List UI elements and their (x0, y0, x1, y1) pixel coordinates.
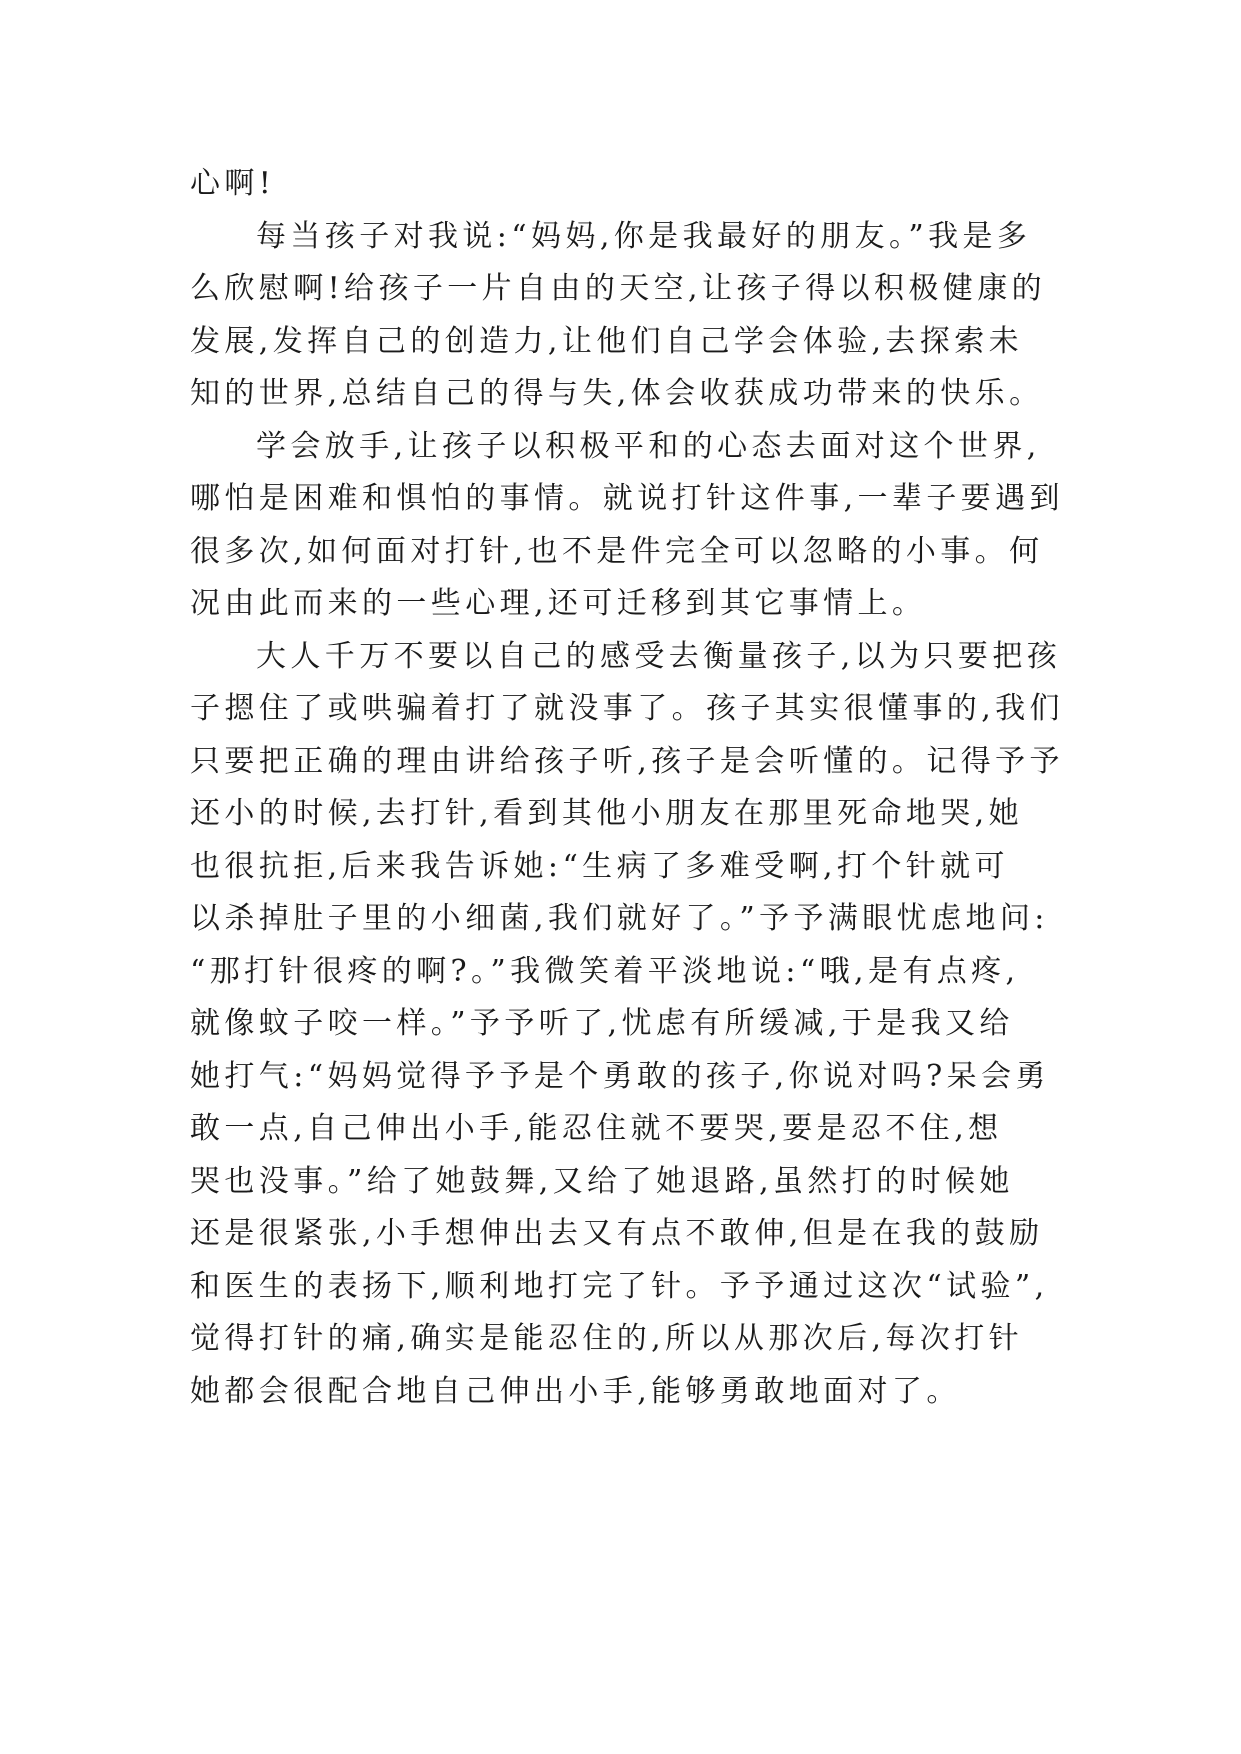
text-line: 心啊! (190, 166, 276, 201)
text-line: 学会放手,让孩子以积极平和的心态去面对这个世界, (256, 428, 1041, 464)
text-line: 子摁住了或哄骗着打了就没事了。孩子其实很懂事的,我们 (190, 691, 1064, 726)
text-line: 知的世界,总结自己的得与失,体会收获成功带来的快乐。 (190, 376, 1044, 411)
text-line: 况由此而来的一些心理,还可迁移到其它事情上。 (190, 586, 927, 621)
text-line: 大人千万不要以自己的感受去衡量孩子,以为只要把孩 (256, 638, 1062, 674)
text-line: 还小的时候,去打针,看到其他小朋友在那里死命地哭,她 (190, 796, 1024, 831)
text-line: 每当孩子对我说:“妈妈,你是我最好的朋友。”我是多 (256, 218, 1032, 254)
text-line: 她打气:“妈妈觉得予予是个勇敢的孩子,你说对吗?呆会勇 (190, 1058, 1050, 1094)
text-line: 么欣慰啊!给孩子一片自由的天空,让孩子得以积极健康的 (190, 271, 1046, 306)
text-line: 就像蚊子咬一样。”予予听了,忧虑有所缓减,于是我又给 (190, 1006, 1014, 1041)
text-line: 很多次,如何面对打针,也不是件完全可以忽略的小事。何 (190, 533, 1044, 569)
text-line: 也很抗拒,后来我告诉她:“生病了多难受啊,打个针就可 (190, 848, 1009, 884)
text-line: 只要把正确的理由讲给孩子听,孩子是会听懂的。记得予予 (190, 743, 1064, 779)
text-line: 发展,发挥自己的创造力,让他们自己学会体验,去探索未 (190, 323, 1024, 359)
text-line: 以杀掉肚子里的小细菌,我们就好了。”予予满眼忧虑地问: (190, 901, 1049, 936)
text-line: 还是很紧张,小手想伸出去又有点不敢伸,但是在我的鼓励 (190, 1216, 1044, 1251)
text-line: 敢一点,自己伸出小手,能忍住就不要哭,要是忍不住,想 (190, 1111, 1003, 1146)
text-line: 哪怕是困难和惧怕的事情。就说打针这件事,一辈子要遇到 (190, 481, 1064, 516)
text-line: 和医生的表扬下,顺利地打完了针。予予通过这次“试验”, (190, 1268, 1049, 1304)
text-line: “那打针很疼的啊?。”我微笑着平淡地说:“哦,是有点疼, (190, 953, 1020, 989)
text-line: 她都会很配合地自己伸出小手,能够勇敢地面对了。 (190, 1373, 961, 1409)
text-line: 觉得打针的痛,确实是能忍住的,所以从那次后,每次打针 (190, 1321, 1024, 1356)
text-line: 哭也没事。”给了她鼓舞,又给了她退路,虽然打的时候她 (190, 1163, 1014, 1199)
body-text (190, 158, 1090, 1418)
